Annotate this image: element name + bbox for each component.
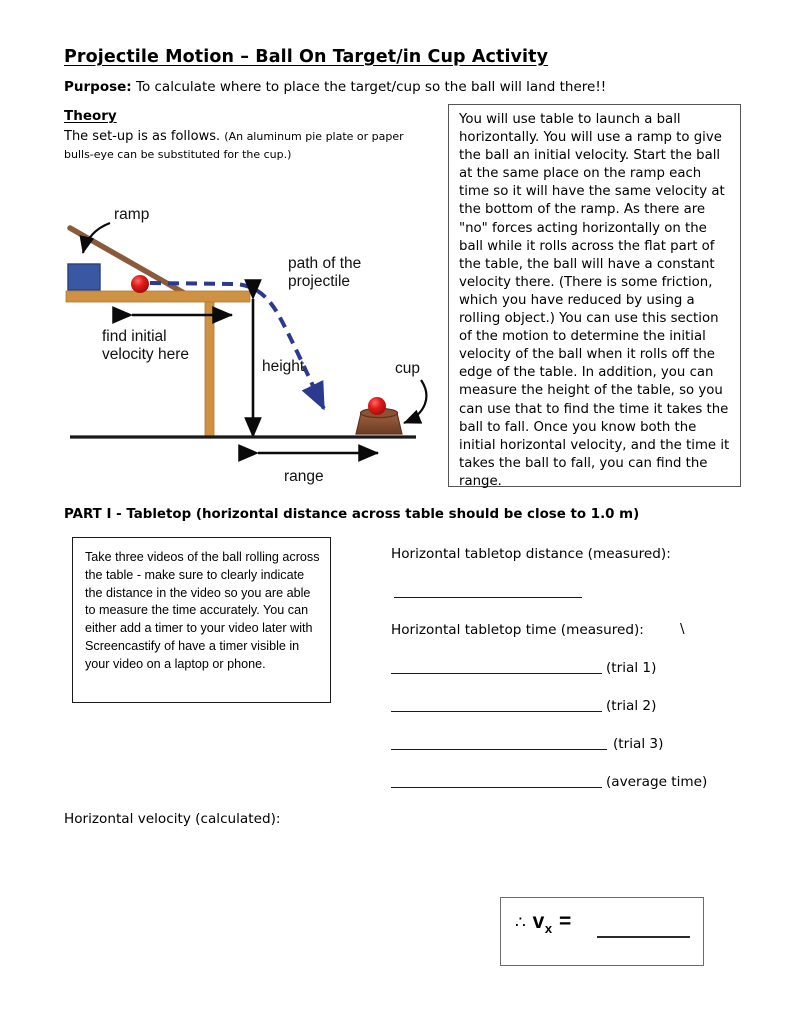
- block-shape: [68, 264, 100, 290]
- theory-setup-line: [64, 129, 404, 144]
- velocity-answer-blank[interactable]: [597, 936, 690, 938]
- path-label-line1: path of the: [288, 255, 362, 272]
- trial3-blank[interactable]: [391, 749, 607, 750]
- ball-in-cup: [368, 397, 386, 415]
- average-time-blank[interactable]: [391, 787, 602, 788]
- table-top: [66, 291, 250, 302]
- cup-pointer-arrow: [404, 380, 426, 423]
- theory-setup-line2: bulls-eye can be substituted for the cup.): [64, 148, 292, 161]
- find-initial-label: find initial: [102, 328, 167, 345]
- purpose-text: To calculate where to place the target/cup so the ball will land there!!: [136, 79, 607, 95]
- table-leg: [205, 302, 214, 438]
- video-instruction-box: [72, 537, 331, 703]
- velocity-subscript: x: [544, 921, 553, 937]
- tabletop-distance-label: Horizontal tabletop distance (measured):: [391, 546, 671, 562]
- trial1-tag: (trial 1): [606, 660, 657, 676]
- purpose-label: Purpose:: [64, 79, 132, 95]
- theory-heading: Theory: [64, 108, 117, 124]
- theory-text-box: [448, 104, 741, 487]
- tabletop-distance-blank[interactable]: [394, 597, 582, 598]
- theory-setup-paren: (An aluminum pie plate or paper: [224, 130, 404, 143]
- horizontal-velocity-label: Horizontal velocity (calculated):: [64, 811, 281, 827]
- trial2-tag: (trial 2): [606, 698, 657, 714]
- velocity-here-label: velocity here: [102, 346, 190, 363]
- therefore-symbol: ∴: [515, 913, 527, 932]
- theory-box-text: You will use table to launch a ball horizontally. You will use a ramp to give the ball an initial velocity. Start the ball at the same place on the ramp each time so it will have the same velocity at the bottom of the ramp. As there are "no" forces acting horizontally on the ball while it rolls across the flat part of the table, the ball will have a constant velocity there. (There is some friction, which you have reduced by using a rolling object.) You can use this section of the motion to determine the initial velocity of the ball when it rolls off the edge of the table. In addition, you can measure the height of the table, so you can use that to find the time it takes the ball to fall. Once you know both the initial horizontal velocity, and the time it takes the ball to fall, you can find the range.: [459, 112, 730, 489]
- velocity-result-box: [500, 897, 704, 966]
- stray-backslash-mark: \: [680, 621, 685, 637]
- trial1-blank[interactable]: [391, 673, 602, 674]
- path-label-line2: projectile: [288, 273, 351, 290]
- video-instruction-text: Take three videos of the ball rolling across the table - make sure to clearly indicate the distance in the video so you are able to measure the time accurately. You can either add a timer to your video later with Screencastify of have a timer visible in your video on a laptop or phone.: [85, 550, 320, 671]
- velocity-symbol: v: [532, 910, 545, 933]
- velocity-equation: [515, 910, 572, 936]
- cup-label: cup: [395, 360, 420, 377]
- purpose-row: [64, 79, 606, 95]
- trial3-tag: (trial 3): [613, 736, 664, 752]
- ball-on-table: [131, 275, 149, 293]
- height-label: height: [262, 358, 305, 375]
- page-title: Projectile Motion – Ball On Target/in Cup Activity: [64, 47, 549, 67]
- equals-symbol: =: [558, 910, 572, 933]
- part-one-heading: PART I - Tabletop (horizontal distance across table should be close to 1.0 m): [64, 507, 640, 522]
- projectile-setup-diagram: [62, 196, 444, 488]
- theory-setup-text: The set-up is as follows.: [64, 129, 221, 144]
- range-label: range: [284, 468, 324, 485]
- ramp-label: ramp: [114, 206, 150, 223]
- trial2-blank[interactable]: [391, 711, 602, 712]
- average-time-tag: (average time): [606, 774, 708, 790]
- tabletop-time-label: Horizontal tabletop time (measured):: [391, 622, 644, 638]
